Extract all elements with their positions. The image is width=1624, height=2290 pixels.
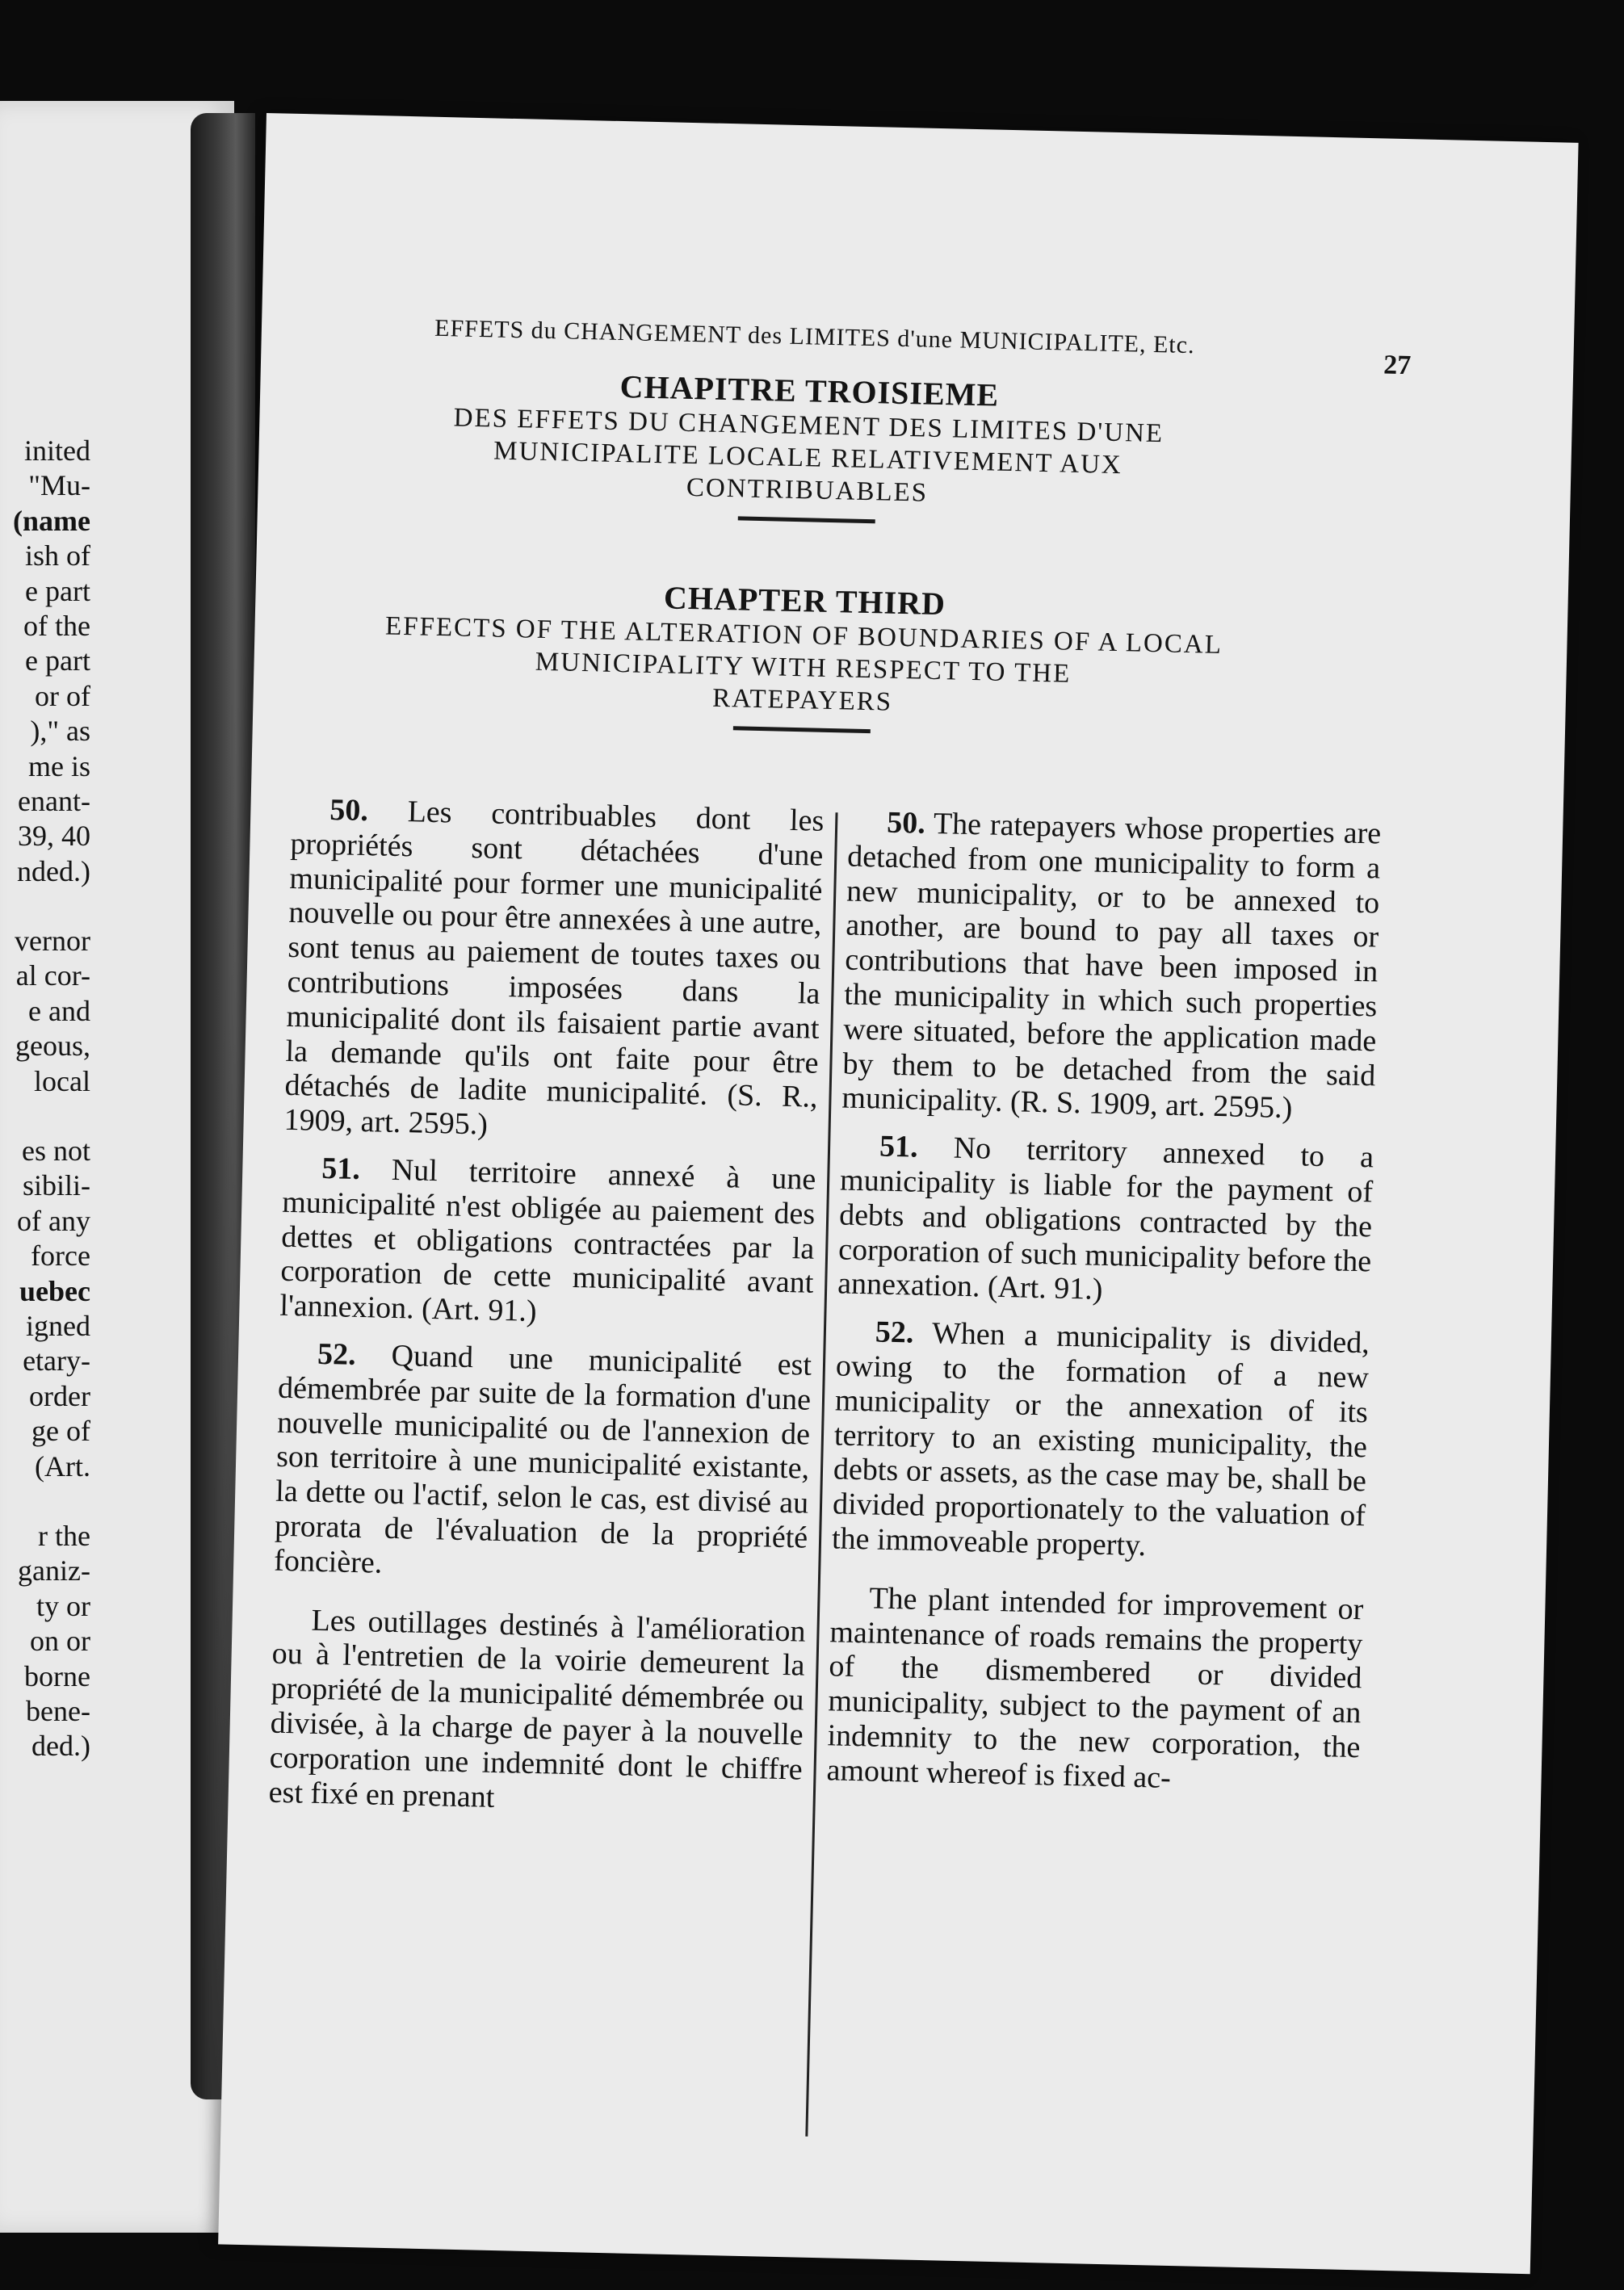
english-article <box>826 1580 1364 1800</box>
article-text: When a municipality is divided, owing to the formation of a new municipality or the annexation of its territory to an existing municipality, the debts or assets, as the case may be, shall be divided proportionately to the valuation of the immoveable property. <box>831 1316 1370 1563</box>
previous-page-line: ge of <box>31 1415 90 1448</box>
french-chapter-subtitle-line: DES EFFETS DU CHANGEMENT DES LIMITES D'UNE <box>453 403 1164 449</box>
article-text: Quand une municipalité est démembrée par suite de la formation d'une nouvelle municipalité ou de l'annexion de son territoire à une municipalité existante, la dette ou l'actif, selon le cas, est divisé au prorata de l'évaluation de la propriété foncière. <box>273 1338 812 1580</box>
previous-page-line: e part <box>25 644 90 677</box>
previous-page-line: geous, <box>15 1030 90 1063</box>
previous-page-line: al cor- <box>15 959 90 992</box>
english-chapter-subtitle-line: RATEPAYERS <box>711 683 893 717</box>
previous-page-line: enant- <box>18 784 90 817</box>
french-column <box>268 792 825 1835</box>
previous-page-line: (Art. <box>35 1449 90 1483</box>
french-article <box>279 1151 816 1336</box>
previous-page-line: of the <box>23 609 90 642</box>
french-chapter-subtitle-line: CONTRIBUABLES <box>686 472 929 508</box>
previous-page-line <box>0 1484 90 1519</box>
previous-page-line: )," as <box>30 715 90 748</box>
previous-page-line: e and <box>28 994 90 1027</box>
heading-rule <box>738 516 875 523</box>
french-chapter-title: CHAPITRE TROISIEME <box>619 368 1000 413</box>
previous-page-line: on or <box>30 1625 90 1658</box>
previous-page-line: es not <box>22 1135 90 1168</box>
previous-page-line: me is <box>28 749 90 782</box>
article-text: Les contribuables dont les propriétés sont détachées d'une municipalité pour former une municipalité nouvelle ou pour être annexées à une autre, sont tenus au paiement de toutes taxes ou contributions imposées dans la municipalité dont ils faisaient partie avant la demande qu'ils ont faite pour être détachés de ladite municipalité. (S. R., 1909, art. 2595.) <box>283 795 825 1142</box>
previous-page-line: 39, 40 <box>18 820 90 853</box>
previous-page-line: sibili- <box>22 1169 90 1202</box>
article-text: No territory annexed to a municipality is liable for the payment of debts and obligations contracted by the corporation of such municipality before the annexation. (Art. 91.) <box>837 1130 1374 1307</box>
article-number: 52. <box>875 1315 914 1350</box>
french-article <box>283 792 825 1150</box>
previous-page-line <box>0 1099 90 1134</box>
english-chapter-subtitle-line: EFFECTS OF THE ALTERATION OF BOUNDARIES OF A LOCAL <box>384 611 1223 661</box>
french-chapter-heading <box>338 361 1278 532</box>
english-article <box>837 1129 1374 1314</box>
previous-page-line: igned <box>26 1309 90 1342</box>
previous-page-line: of any <box>17 1204 90 1237</box>
french-article <box>268 1602 806 1822</box>
previous-page-line: e part <box>25 574 90 607</box>
previous-page-line: uebec <box>19 1274 90 1307</box>
previous-page-line: inited <box>24 434 90 467</box>
previous-page-line: etary- <box>23 1344 90 1378</box>
previous-page-line: ty or <box>36 1589 90 1622</box>
previous-page-line: "Mu- <box>28 469 90 502</box>
previous-page-line: r the <box>38 1519 90 1552</box>
article-number: 50. <box>886 805 926 841</box>
page-number: 27 <box>1383 350 1412 381</box>
previous-page-line: borne <box>24 1659 90 1692</box>
article-number: 50. <box>329 793 369 828</box>
article-number: 52. <box>317 1336 357 1372</box>
previous-page-line: (name <box>13 504 90 537</box>
heading-rule <box>733 726 871 733</box>
english-chapter-title: CHAPTER THIRD <box>663 579 946 623</box>
french-chapter-subtitle-line: MUNICIPALITE LOCALE RELATIVEMENT AUX <box>493 436 1123 480</box>
article-text: The plant intended for improvement or maintenance of roads remains the property of the dismembered or divided municipality, subject to the payment of an indemnity to the new corporation, the amount whereof is fixed ac- <box>826 1581 1364 1795</box>
article-text: Les outillages destinés à l'amélioration ou à l'entretien de la voirie demeurent la propriété de la municipalité démembrée ou divisée, à la charge de payer à la nouvelle corporation une indemnité dont le chiffre est fixé en prenant <box>268 1603 806 1814</box>
running-header: EFFETS du CHANGEMENT des LIMITES d'une MUNICIPALITE, Etc. <box>434 314 1195 359</box>
previous-page-line: ganiz- <box>18 1554 90 1587</box>
french-article <box>274 1336 812 1590</box>
previous-page-text <box>0 434 90 1764</box>
previous-page-line: bene- <box>26 1694 90 1727</box>
english-article <box>841 805 1382 1128</box>
previous-page-line: force <box>31 1239 90 1273</box>
article-number: 51. <box>321 1151 361 1186</box>
previous-page-line: order <box>29 1379 90 1412</box>
english-chapter-subtitle-line: MUNICIPALITY WITH RESPECT TO THE <box>535 647 1072 689</box>
previous-page-line: local <box>34 1064 90 1097</box>
previous-page-line: ded.) <box>31 1730 90 1763</box>
previous-page-line <box>0 889 90 924</box>
article-number: 51. <box>879 1129 919 1164</box>
article-text: Nul territoire annexé à une municipalité n'est obligée au paiement des dettes et obligations contractées par la corporation de cette municipalité avant l'annexion. (Art. 91.) <box>279 1152 816 1329</box>
article-text: The ratepayers whose properties are detached from one municipality to form a new municipality, or to be annexed to another, are bound to pay all taxes or contributions that have been imposed in the municipality in which such properties were situated, before the application made by them to be detached from the said municipality. (R. S. 1909, art. 2595.) <box>841 806 1382 1126</box>
english-chapter-heading <box>334 571 1274 742</box>
english-article <box>832 1315 1370 1568</box>
previous-page-line: vernor <box>15 925 90 958</box>
previous-page-line: or of <box>35 679 90 712</box>
previous-page-line: ish of <box>25 539 90 572</box>
english-column <box>826 805 1382 1813</box>
previous-page-line: nded.) <box>17 854 90 887</box>
document-page <box>218 113 1578 2274</box>
